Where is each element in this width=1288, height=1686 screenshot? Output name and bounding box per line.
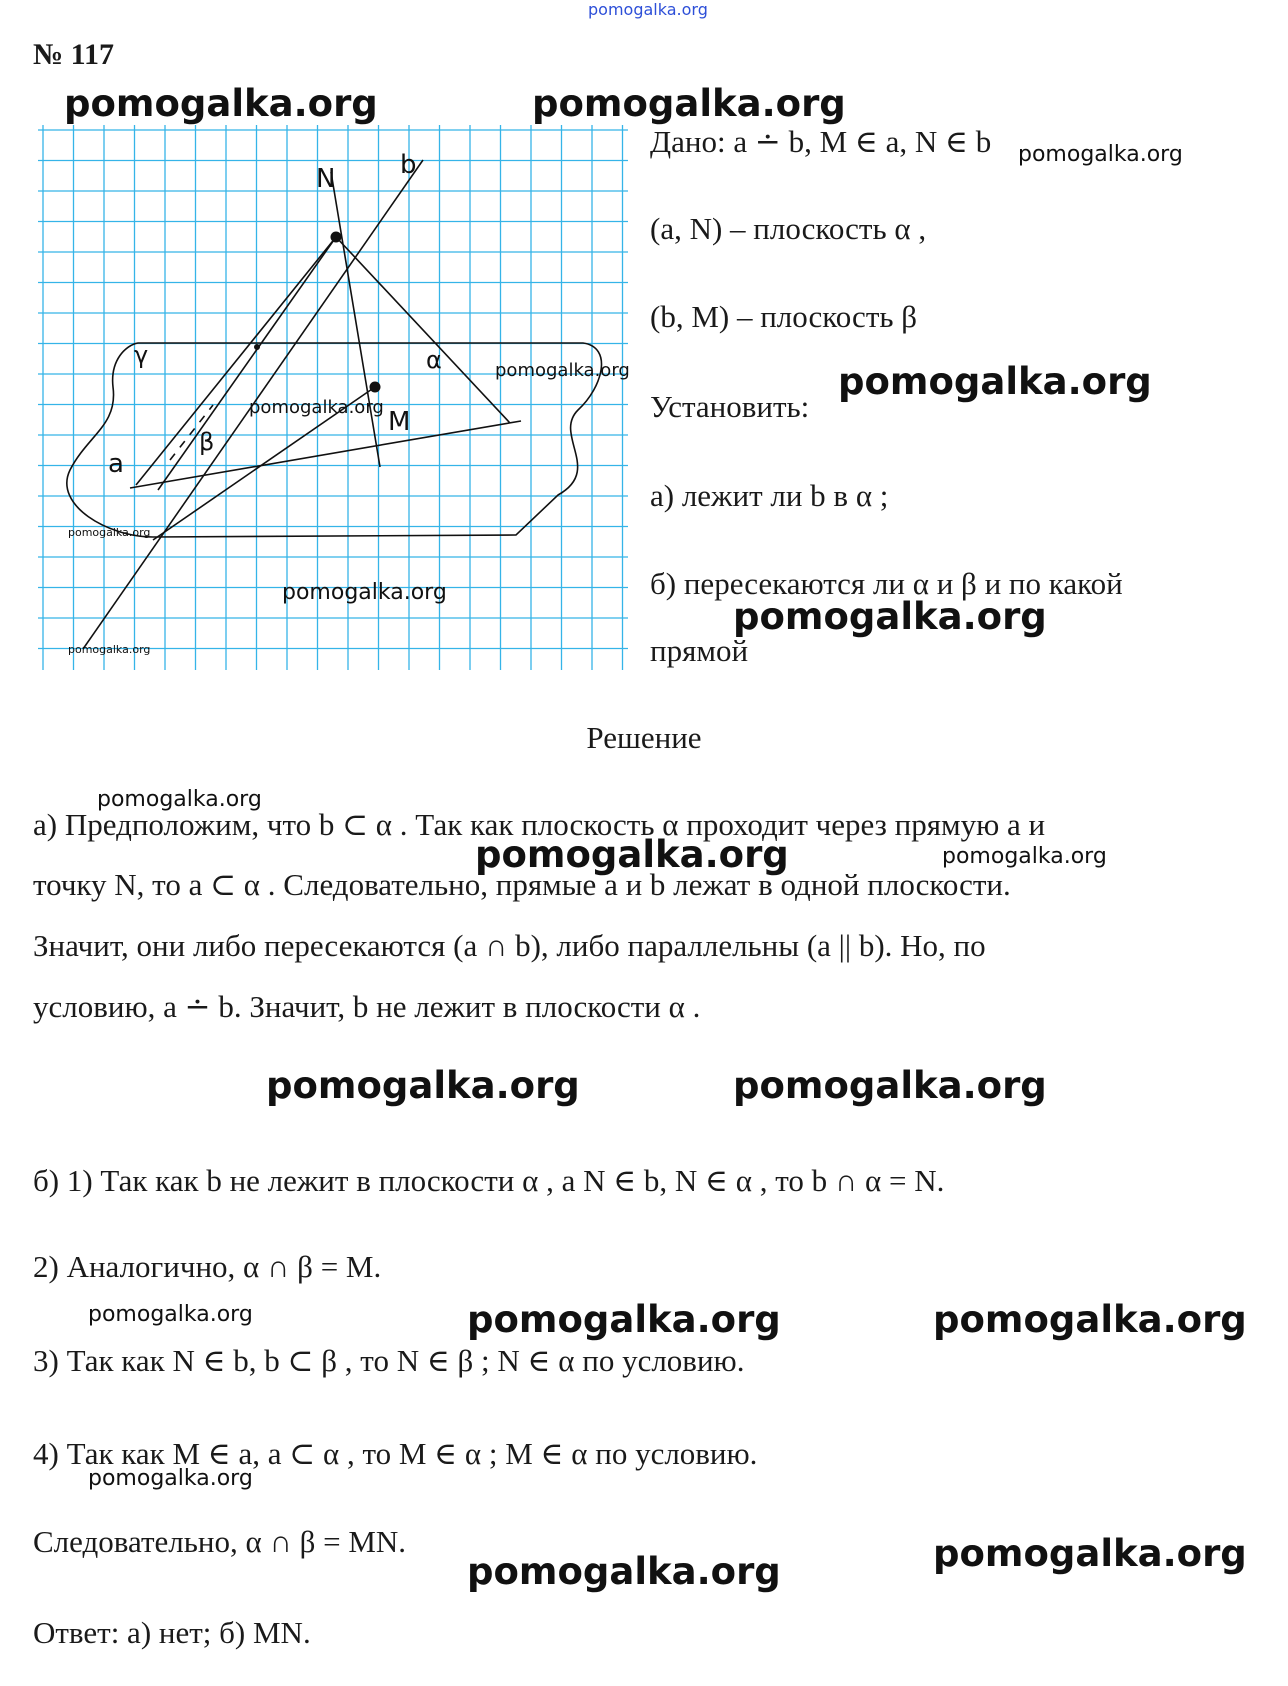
given-line-1: Дано: a ∸ b, M ∈ a, N ∈ b xyxy=(650,124,992,159)
part-b-step-3: 3) Так как N ∈ b, b ⊂ β , то N ∈ β ; N ∈ α по условию. xyxy=(33,1343,745,1378)
watermark[interactable]: pomogalka.org xyxy=(249,397,384,418)
watermark[interactable]: pomogalka.org xyxy=(1018,142,1183,167)
solution-title: Решение xyxy=(586,720,702,755)
watermark[interactable]: pomogalka.org xyxy=(733,1064,1047,1107)
watermark[interactable]: pomogalka.org xyxy=(266,1064,580,1107)
watermark[interactable]: pomogalka.org xyxy=(68,526,151,539)
point-n xyxy=(331,232,342,243)
part-a-line-2: точку N, то a ⊂ α . Следовательно, прямые а и b лежат в одной плоскости. xyxy=(33,867,1011,902)
label-b: b xyxy=(400,150,417,180)
alpha-edge-1 xyxy=(136,237,336,485)
watermark[interactable]: pomogalka.org xyxy=(733,595,1047,638)
beta-line-1 xyxy=(158,237,336,490)
answer: Ответ: а) нет; б) MN. xyxy=(33,1615,311,1650)
watermark[interactable]: pomogalka.org xyxy=(88,1302,253,1327)
given-line-7: прямой xyxy=(650,633,749,668)
given-line-5: а) лежит ли b в α ; xyxy=(650,478,889,513)
point-small xyxy=(254,344,260,350)
watermark[interactable]: pomogalka.org xyxy=(68,643,151,656)
part-a-line-1: а) Предположим, что b ⊂ α . Так как плоскость α проходит через прямую а и xyxy=(33,807,1046,842)
label-gamma: γ xyxy=(134,341,149,369)
watermark[interactable]: pomogalka.org xyxy=(495,360,630,381)
label-m: M xyxy=(388,407,411,437)
given-line-6: б) пересекаются ли α и β и по какой xyxy=(650,566,1123,601)
watermark[interactable]: pomogalka.org xyxy=(838,360,1152,403)
watermark[interactable]: pomogalka.org xyxy=(933,1298,1247,1341)
label-n: N xyxy=(316,164,336,194)
given-line-3: (b, M) – плоскость β xyxy=(650,299,918,334)
part-b-step-2: 2) Аналогично, α ∩ β = M. xyxy=(33,1249,382,1284)
problem-number: № 117 xyxy=(33,38,114,71)
watermark[interactable]: pomogalka.org xyxy=(942,844,1107,869)
watermark[interactable]: pomogalka.org xyxy=(97,787,262,812)
watermark[interactable]: pomogalka.org xyxy=(933,1532,1247,1575)
point-m xyxy=(370,382,381,393)
part-a-line-3: Значит, они либо пересекаются (a ∩ b), либо параллельны (a || b). Но, по xyxy=(33,928,986,963)
watermark[interactable]: pomogalka.org xyxy=(467,1550,781,1593)
watermark[interactable]: pomogalka.org xyxy=(475,833,789,876)
part-a-line-4: условию, a ∸ b. Значит, b не лежит в плоскости α . xyxy=(33,989,701,1024)
top-watermark[interactable]: pomogalka.org xyxy=(588,0,708,19)
label-alpha: α xyxy=(426,346,442,374)
watermark[interactable]: pomogalka.org xyxy=(64,82,378,125)
watermark[interactable]: pomogalka.org xyxy=(467,1298,781,1341)
watermark[interactable]: pomogalka.org xyxy=(532,82,846,125)
given-line-2: (a, N) – плоскость α , xyxy=(650,211,927,246)
part-b-step-1: б) 1) Так как b не лежит в плоскости α , а N ∈ b, N ∈ α , то b ∩ α = N. xyxy=(33,1163,945,1198)
part-b-step-4: 4) Так как M ∈ a, a ⊂ α , то M ∈ α ; M ∈ α по условию. xyxy=(33,1436,758,1471)
line-nm xyxy=(331,172,380,467)
label-beta: β xyxy=(199,428,215,456)
line-a xyxy=(130,421,521,488)
watermark[interactable]: pomogalka.org xyxy=(282,580,447,605)
watermark[interactable]: pomogalka.org xyxy=(88,1466,253,1491)
label-a: a xyxy=(108,449,124,479)
given-line-4: Установить: xyxy=(650,389,810,424)
part-b-conclusion: Следовательно, α ∩ β = MN. xyxy=(33,1524,407,1559)
